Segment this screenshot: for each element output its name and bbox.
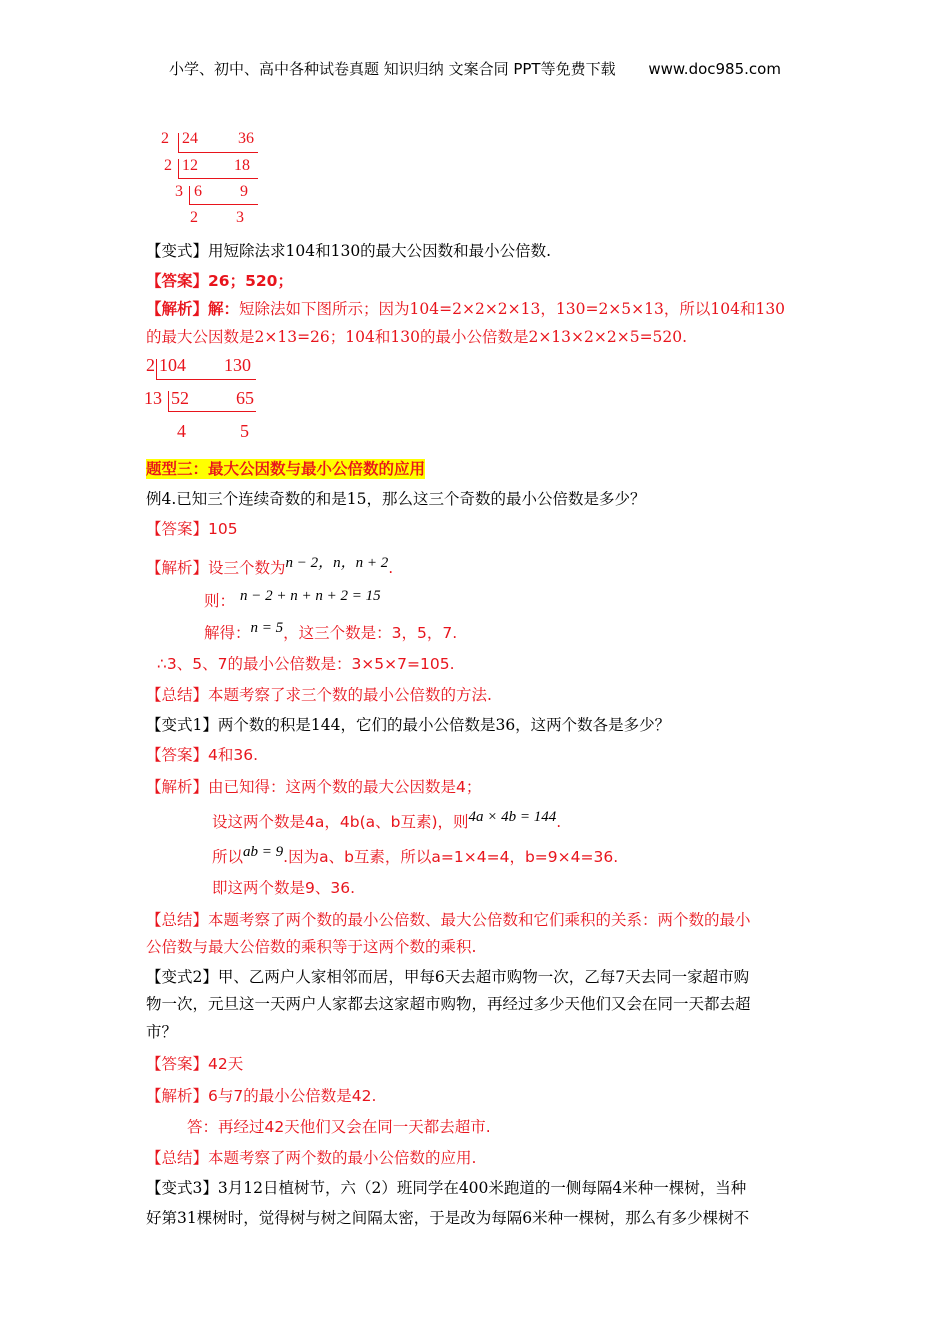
topic-heading: 题型三：最大公因数与最小公倍数的应用 bbox=[146, 460, 426, 478]
dividend-a: 12 bbox=[182, 157, 198, 174]
solution-line: 则： n − 2 + n + n + 2 = 15 bbox=[204, 588, 381, 610]
summary-line: 【总结】本题考察了两个数的最小公倍数的应用. bbox=[146, 1149, 477, 1167]
header-site: www.doc985.com bbox=[648, 60, 781, 78]
dividend-a: 52 bbox=[171, 388, 189, 408]
summary-line: 公倍数与最大公倍数的乘积等于这两个数的乘积. bbox=[146, 938, 477, 956]
solution-line: 【解析】设三个数为n − 2，n，n + 2. bbox=[146, 555, 394, 577]
quotient-a: 4 bbox=[177, 421, 186, 441]
short-division-diagram-1 bbox=[158, 130, 268, 230]
solution-line: 【解析】6与7的最小公倍数是42. bbox=[146, 1087, 377, 1105]
dividend-b: 18 bbox=[234, 157, 250, 174]
variant-question: 【变式】用短除法求104和130的最大公因数和最小公倍数. bbox=[146, 242, 552, 260]
solution-line: 【解析】由已知得：这两个数的最大公因数是4； bbox=[146, 778, 482, 796]
solution-line: 设这两个数是4a，4b(a、b互素)，则4a × 4b = 144. bbox=[212, 809, 562, 831]
divisor: 13 bbox=[144, 388, 162, 408]
variant-question: 【变式3】3月12日植树节，六（2）班同学在400米跑道的一侧每隔4米种一棵树，当种 bbox=[146, 1179, 747, 1197]
divisor: 2 bbox=[164, 157, 172, 174]
dividend-b: 9 bbox=[240, 183, 248, 200]
dividend-b: 130 bbox=[224, 355, 251, 375]
variant-question: 【变式1】两个数的积是144，它们的最小公倍数是36，这两个数各是多少？ bbox=[146, 716, 671, 734]
dividend-a: 104 bbox=[159, 355, 186, 375]
answer-line: 【答案】105 bbox=[146, 520, 238, 538]
summary-line: 【总结】本题考察了两个数的最小公倍数、最大公倍数和它们乘积的关系：两个数的最小 bbox=[146, 911, 751, 929]
solution-line: 解得：n = 5，这三个数是：3，5，7. bbox=[204, 620, 458, 642]
solution-line: 的最大公因数是2×13=26；104和130的最小公倍数是2×13×2×2×5=520. bbox=[146, 328, 688, 346]
short-division-diagram-2 bbox=[144, 355, 264, 445]
divisor: 3 bbox=[175, 183, 183, 200]
divisor: 2 bbox=[161, 130, 169, 147]
page-header bbox=[0, 58, 950, 79]
solution-line: 所以ab = 9.因为a、b互素，所以a=1×4=4，b=9×4=36. bbox=[212, 844, 619, 866]
answer-line: 【答案】42天 bbox=[146, 1055, 244, 1073]
solution-line: 【解析】解：短除法如下图所示；因为104=2×2×2×13，130=2×5×13，所以104和130 bbox=[146, 300, 786, 318]
dividend-b: 65 bbox=[236, 388, 254, 408]
quotient-b: 5 bbox=[240, 421, 249, 441]
dividend-a: 24 bbox=[182, 130, 198, 147]
variant-question: 好第31棵树时，觉得树与树之间隔太密，于是改为每隔6米种一棵树，那么有多少棵树不 bbox=[146, 1209, 750, 1227]
example-question: 例4.已知三个连续奇数的和是15，那么这三个奇数的最小公倍数是多少？ bbox=[146, 490, 646, 508]
answer-line: 【答案】26；520； bbox=[146, 272, 293, 290]
variant-question: 市？ bbox=[146, 1023, 178, 1041]
reply-line: 答：再经过42天他们又会在同一天都去超市. bbox=[187, 1118, 491, 1136]
conclusion-line: ∴3、5、7的最小公倍数是：3×5×7=105. bbox=[157, 655, 455, 673]
variant-question: 【变式2】甲、乙两户人家相邻而居，甲每6天去超市购物一次，乙每7天去同一家超市购 bbox=[146, 968, 750, 986]
dividend-a: 6 bbox=[194, 183, 202, 200]
divisor: 2 bbox=[146, 355, 155, 375]
dividend-b: 36 bbox=[238, 130, 254, 147]
header-text: 小学、初中、高中各种试卷真题 知识归纳 文案合同 PPT等免费下载 bbox=[169, 60, 616, 78]
answer-line: 【答案】4和36. bbox=[146, 746, 259, 764]
variant-question: 物一次，元旦这一天两户人家都去这家超市购物，再经过多少天他们又会在同一天都去超 bbox=[146, 995, 751, 1013]
summary-line: 【总结】本题考察了求三个数的最小公倍数的方法. bbox=[146, 686, 492, 704]
solution-line: 即这两个数是9、36. bbox=[212, 879, 356, 897]
quotient-a: 2 bbox=[190, 209, 198, 226]
quotient-b: 3 bbox=[236, 209, 244, 226]
